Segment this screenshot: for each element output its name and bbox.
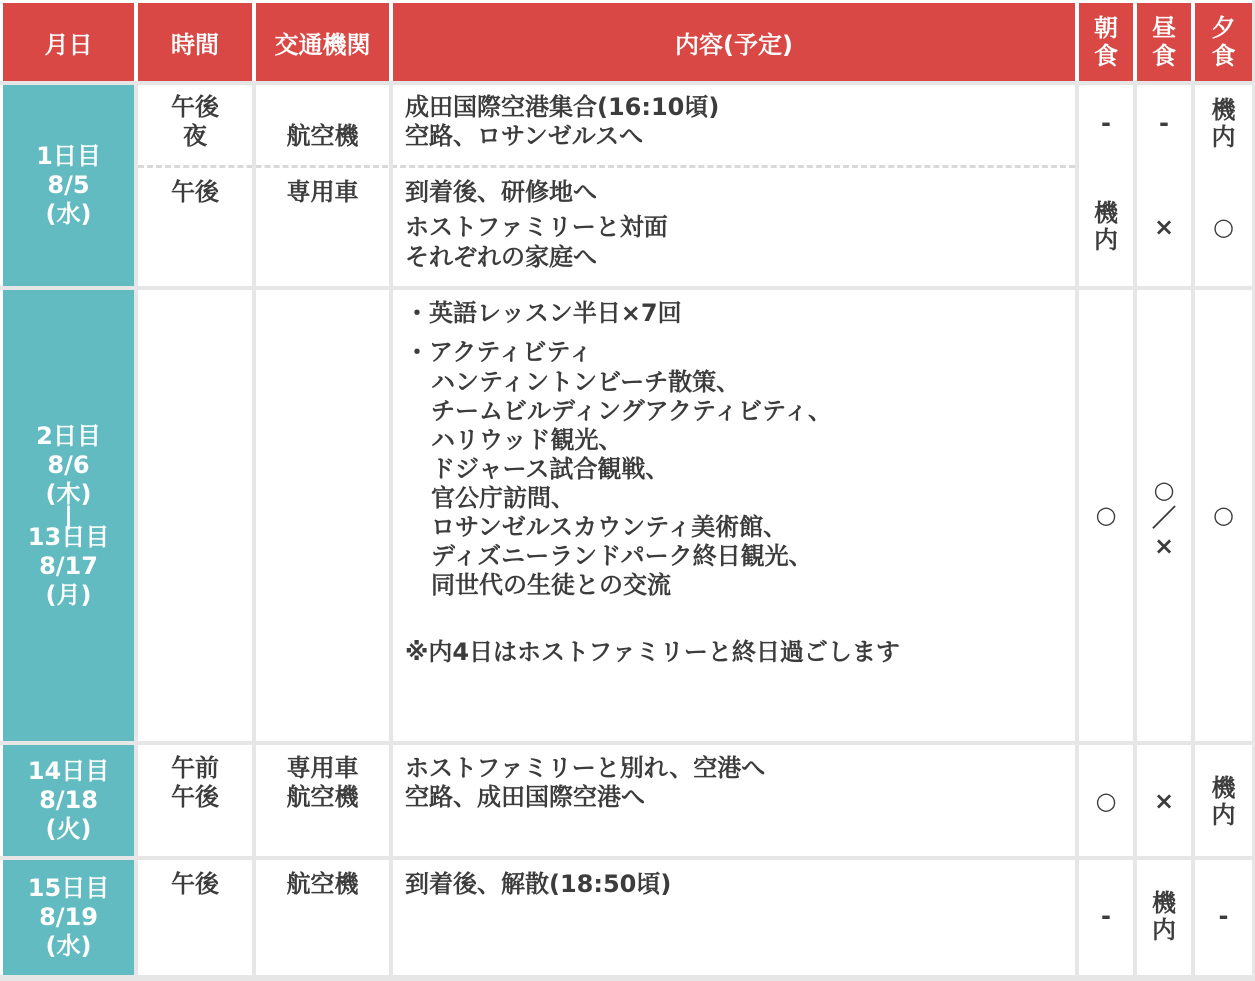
time-cell-4: 午後 <box>138 860 252 975</box>
lunch-cell-1 <box>1137 85 1191 286</box>
time-cell-3: 午前 午後 <box>138 745 252 856</box>
header-content: 内容(予定) <box>393 3 1075 81</box>
header-transport: 交通機関 <box>256 3 389 81</box>
time-cell-1: 午後 夜 午後 <box>138 85 252 286</box>
day-cell-4: 15日目 8/19 (水) <box>3 860 134 975</box>
content-line: 官公庁訪問、 <box>431 484 575 512</box>
day-cell-1: 1日目 8/5 (水) <box>3 85 134 286</box>
header-date: 月日 <box>3 3 134 81</box>
content-cell-3: ホストファミリーと別れ、空港へ 空路、成田国際空港へ <box>393 745 1075 856</box>
content-line: ハリウッド観光、 <box>431 426 623 454</box>
lunch-cell-2: ○ ／ × <box>1137 290 1191 741</box>
dinner-mark-1b: ○ <box>1213 213 1234 241</box>
dinner-cell-2: ○ <box>1195 290 1252 741</box>
transport-cell-3: 専用車 航空機 <box>256 745 389 856</box>
dinner-mark-1a: 機 内 <box>1211 96 1236 151</box>
dinner-cell-1 <box>1195 85 1252 286</box>
breakfast-cell-3: ○ <box>1079 745 1133 856</box>
content-line: ドジャース試合観戦、 <box>431 455 670 483</box>
content-cell-1: 成田国際空港集合(16:10頃) 空路、ロサンゼルスへ 到着後、研修地へ ホストファミリーと対面 それぞれの家庭へ <box>393 85 1075 286</box>
content-line: チームビルディングアクティビティ、 <box>431 397 833 425</box>
content-line: ハンティントンビーチ散策、 <box>431 368 741 396</box>
day-cell-3: 14日目 8/18 (火) <box>3 745 134 856</box>
content-cell-4: 到着後、解散(18:50頃) <box>393 860 1075 975</box>
header-time: 時間 <box>138 3 252 81</box>
content-line: 同世代の生徒との交流 <box>431 571 671 599</box>
day-cell-2: 2日目 8/6 (木) | 13日目 8/17 (月) <box>3 290 134 741</box>
lunch-mark-1b: × <box>1153 213 1175 241</box>
content-line: ・アクティビティ <box>405 338 593 366</box>
lunch-mark-1a: - <box>1159 109 1169 137</box>
header-lunch: 昼 食 <box>1137 3 1191 81</box>
lunch-cell-4: 機 内 <box>1137 860 1191 975</box>
content-cell-2 <box>393 290 1075 741</box>
lunch-cell-3: × <box>1137 745 1191 856</box>
breakfast-cell-2: ○ <box>1079 290 1133 741</box>
header-dinner: 夕 食 <box>1195 3 1252 81</box>
breakfast-cell-1 <box>1079 85 1133 286</box>
breakfast-mark-1a: - <box>1101 109 1111 137</box>
content-line: ・英語レッスン半日×7回 <box>405 299 682 327</box>
header-breakfast: 朝 食 <box>1079 3 1133 81</box>
dinner-cell-3: 機 内 <box>1195 745 1252 856</box>
dinner-cell-4: - <box>1195 860 1252 975</box>
content-note: ※内4日はホストファミリーと終日過ごします <box>405 638 900 666</box>
content-line: ロサンゼルスカウンティ美術館、 <box>431 513 788 541</box>
transport-cell-1: 航空機 専用車 <box>256 85 389 286</box>
breakfast-cell-4: - <box>1079 860 1133 975</box>
transport-cell-2 <box>256 290 389 741</box>
content-line: ディズニーランドパーク終日観光、 <box>431 542 813 570</box>
row-divider-dashed <box>138 165 1075 168</box>
breakfast-mark-1b: 機 内 <box>1094 199 1118 254</box>
transport-cell-4: 航空機 <box>256 860 389 975</box>
time-cell-2 <box>138 290 252 741</box>
